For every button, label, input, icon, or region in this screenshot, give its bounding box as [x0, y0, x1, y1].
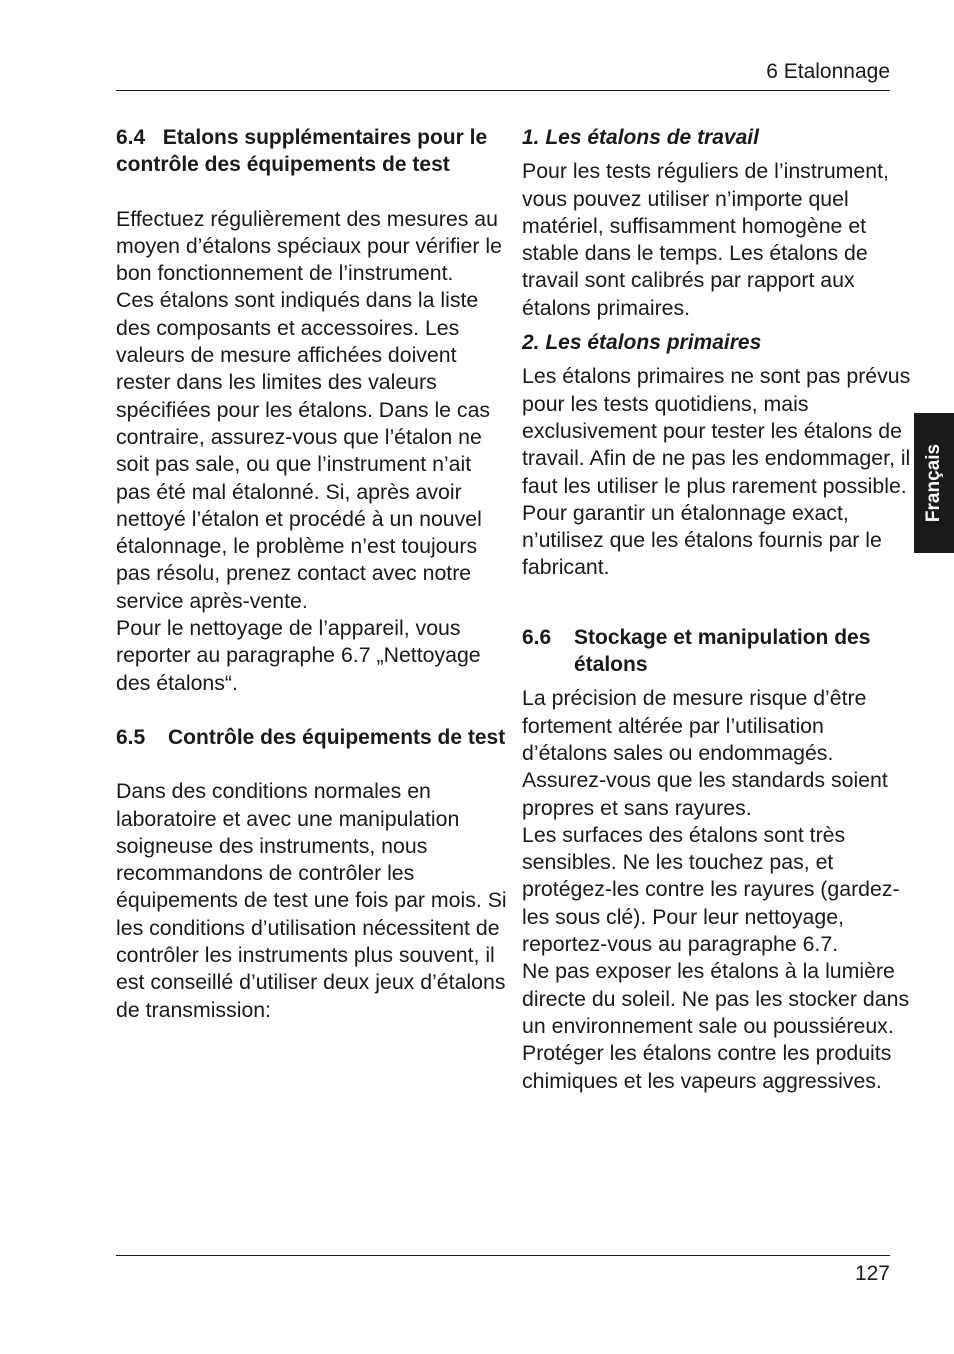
language-tab: [914, 413, 954, 553]
section-6-6-paragraph-2: Les surfaces des étalons sont très sensibles. Ne les touchez pas, et protégez-les contre les rayures (gardez-les sous clé). Pour leur nettoyage, reportez-vous au paragraphe 6.7.: [522, 822, 900, 957]
section-6-6-paragraph-1: La précision de mesure risque d’être fortement altérée par l’utilisation d’étalons sales ou endommagés. Assurez-vous que les standards soient propres et sans rayures.: [522, 686, 888, 820]
primary-standards-paragraph: Les étalons primaires ne sont pas prévus pour les tests quotidiens, mais exclusivement pour tester les étalons de travail. Afin de ne pas les endommager, il faut les utiliser le plus rarement possible. Pour garantir un étalonnage exact, n’utilisez que les étalons fournis par le fabricant.: [522, 364, 911, 580]
language-tab-label: Français: [923, 443, 944, 523]
section-6-4-heading: [116, 124, 508, 179]
left-column: [116, 124, 508, 1024]
section-6-5-paragraph: Dans des conditions normales en laboratoire et avec une manipulation soigneuse des instruments, nous recommandons de contrôler les équipements de test une fois par mois. Si les conditions d’utilisation nécessitent de contrôler les instruments plus souvent, il est conseillé d’utiliser deux jeux d’étalons de transmission:: [116, 779, 507, 1022]
section-6-4-paragraph-1: Effectuez régulièrement des mesures au moyen d’étalons spéciaux pour vérifier le bon fonctionnement de l’instrument.: [116, 206, 502, 286]
page-number: 127: [854, 1262, 890, 1285]
section-6-5-heading: [116, 724, 508, 751]
header-rule: [116, 90, 890, 91]
section-6-5-number: 6.5: [116, 725, 146, 749]
section-6-6-heading: [522, 624, 914, 679]
section-6-6-paragraph-3: Ne pas exposer les étalons à la lumière directe du soleil. Ne pas les stocker dans un environnement sale ou poussiéreux. Protéger les étalons contre les produits chimiques et les vapeurs aggressives.: [522, 959, 910, 1093]
chapter-title: 6 Etalonnage: [766, 60, 890, 83]
section-6-6-title: Stockage et manipulation des étalons: [574, 625, 871, 677]
working-standards-title: 1. Les étalons de travail: [522, 126, 759, 149]
section-6-6-number: 6.6: [522, 625, 552, 649]
section-6-4-number: 6.4: [116, 126, 146, 149]
section-6-4-paragraph-2: Ces étalons sont indiqués dans la liste des composants et accessoires. Les valeurs de mesure affichées doivent rester dans les limites des valeurs spécifiées pour les étalons. Dans le cas contraire, assurez-vous que l’étalon ne soit pas sale, ou que l’instrument n’ait pas été mal étalonné. Si, après avoir nettoyé l’étalon et procédé à un nouvel étalonnage, le problème n’est toujours pas résolu, prenez contact avec notre service après-vente.: [116, 288, 491, 613]
working-standards-paragraph: Pour les tests réguliers de l’instrument, vous pouvez utiliser n’importe quel matériel, suffisamment homogène et stable dans le temps. Les étalons de travail sont calibrés par rapport aux étalons primaires.: [522, 159, 889, 320]
footer-rule: [116, 1255, 890, 1256]
primary-standards-title: 2. Les étalons primaires: [522, 331, 762, 355]
right-column: [522, 124, 914, 1095]
section-6-5-title: Contrôle des équipements de test: [168, 725, 506, 749]
section-6-4-paragraph-3: Pour le nettoyage de l’appareil, vous reporter au paragraphe 6.7 „Nettoyage des étalons“.: [116, 616, 481, 695]
section-6-4-title: Etalons supplémentaires pour le contrôle des équipements de test: [116, 126, 488, 177]
